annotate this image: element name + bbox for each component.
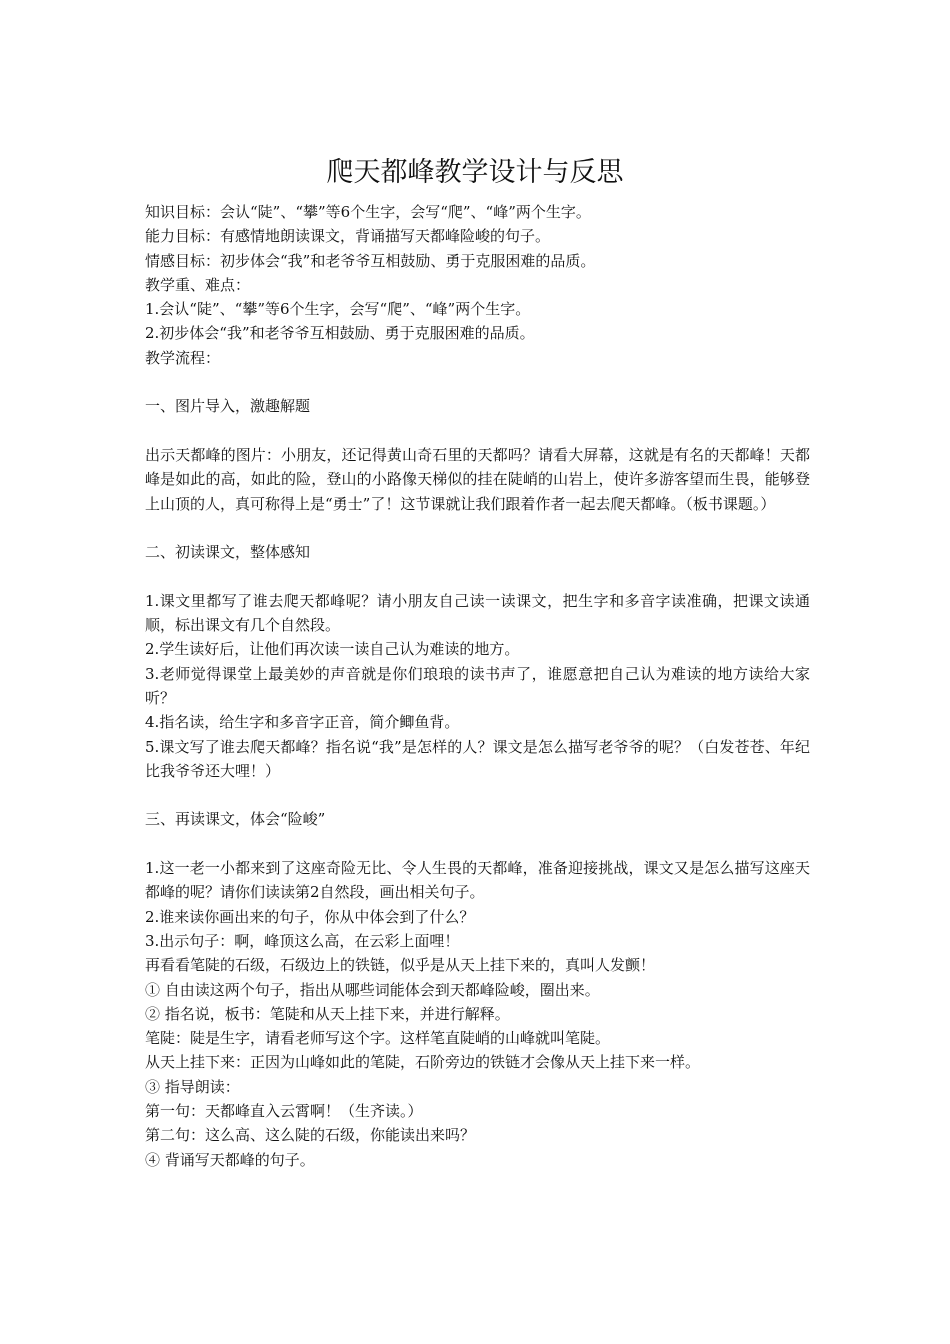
blank-line [145,832,810,856]
knowledge-objective: 知识目标：会认“陡”、“攀”等6个生字，会写“爬”、“峰”两个生字。 [145,203,591,221]
list-item: ① 自由读这两个句子，指出从哪些词能体会到天都峰险峻，圈出来。 [145,980,600,999]
list-item: ③ 指导朗读： [145,1077,240,1096]
list-item: 2.谁来读你画出来的句子，你从中体会到了什么？ [145,907,475,926]
list-item: 第一句：天都峰直入云霄啊！（生齐读。） [145,1101,423,1120]
blank-line [145,564,810,588]
list-item: ② 指名说，板书：笔陡和从天上挂下来，并进行解释。 [145,1004,510,1023]
list-item: ④ 背诵写天都峰的句子。 [145,1150,315,1169]
list-item: 5.课文写了谁去爬天都峰？指名说“我”是怎样的人？课文是怎么描写老爷爷的呢？（白发苍苍、年纪比我爷爷还大哩！） [145,737,810,780]
emotion-objective: 情感目标：初步体会“我”和老爷爷互相鼓励、勇于克服困难的品质。 [145,251,596,270]
list-item: 1.课文里都写了谁去爬天都峰呢？请小朋友自己读一读课文，把生字和多音字读准确，把课文读通顺，标出课文有几个自然段。 [145,591,810,635]
blank-line [145,783,810,807]
section-heading: 一、图片导入，激趣解题 [145,397,311,416]
ability-objective: 能力目标：有感情地朗读课文，背诵描写天都峰险峻的句子。 [145,227,551,246]
blank-line [145,370,810,394]
list-item: 2.学生读好后，让他们再次读一读自己认为难读的地方。 [145,640,520,659]
list-item: 1.这一老一小都来到了这座奇险无比、令人生畏的天都峰，准备迎接挑战，课文又是怎么描写这座天都峰的呢？请你们读读第2自然段，画出相关句子。 [145,859,810,902]
key-point-item: 1.会认“陡”、“攀”等6个生字，会写“爬”、“峰”两个生字。 [145,300,531,319]
key-points-heading: 教学重、难点： [145,275,251,294]
section-heading: 二、初读课文，整体感知 [145,543,311,562]
list-item: 笔陡：陡是生字，请看老师写这个字。这样笔直陡峭的山峰就叫笔陡。 [145,1029,611,1048]
key-point-item: 2.初步体会“我”和老爷爷互相鼓励、勇于克服困难的品质。 [145,324,535,343]
blank-line [145,419,810,443]
list-item: 3.出示句子：啊，峰顶这么高，在云彩上面哩！ [145,931,460,950]
list-item: 4.指名读，给生字和多音字正音，简介鲫鱼背。 [145,713,460,732]
list-item: 第二句：这么高、这么陡的石级，你能读出来吗？ [145,1126,476,1145]
list-item: 再看看笔陡的石级，石级边上的铁链，似乎是从天上挂下来的，真叫人发颤！ [145,956,656,975]
document-body [145,200,810,1172]
section-heading: 三、再读课文，体会“险峻” [145,810,326,829]
list-item: 3.老师觉得课堂上最美妙的声音就是你们琅琅的读书声了，谁愿意把自己认为难读的地方读给大家听？ [145,664,810,707]
list-item: 从天上挂下来：正因为山峰如此的笔陡，石阶旁边的铁链才会像从天上挂下来一样。 [145,1053,701,1072]
process-heading: 教学流程： [145,348,221,367]
section-paragraph: 出示天都峰的图片：小朋友，还记得黄山奇石里的天都吗？请看大屏幕，这就是有名的天都峰！天都峰是如此的高，如此的险，登山的小路像天梯似的挂在陡峭的山岩上，使许多游客望而生畏，能够登上山顶的人，真可称得上是“勇士”了！这节课就让我们跟着作者一起去爬天都峰。（板书课题。） [145,445,810,513]
blank-line [145,516,810,540]
document-title: 爬天都峰教学设计与反思 [326,157,624,188]
